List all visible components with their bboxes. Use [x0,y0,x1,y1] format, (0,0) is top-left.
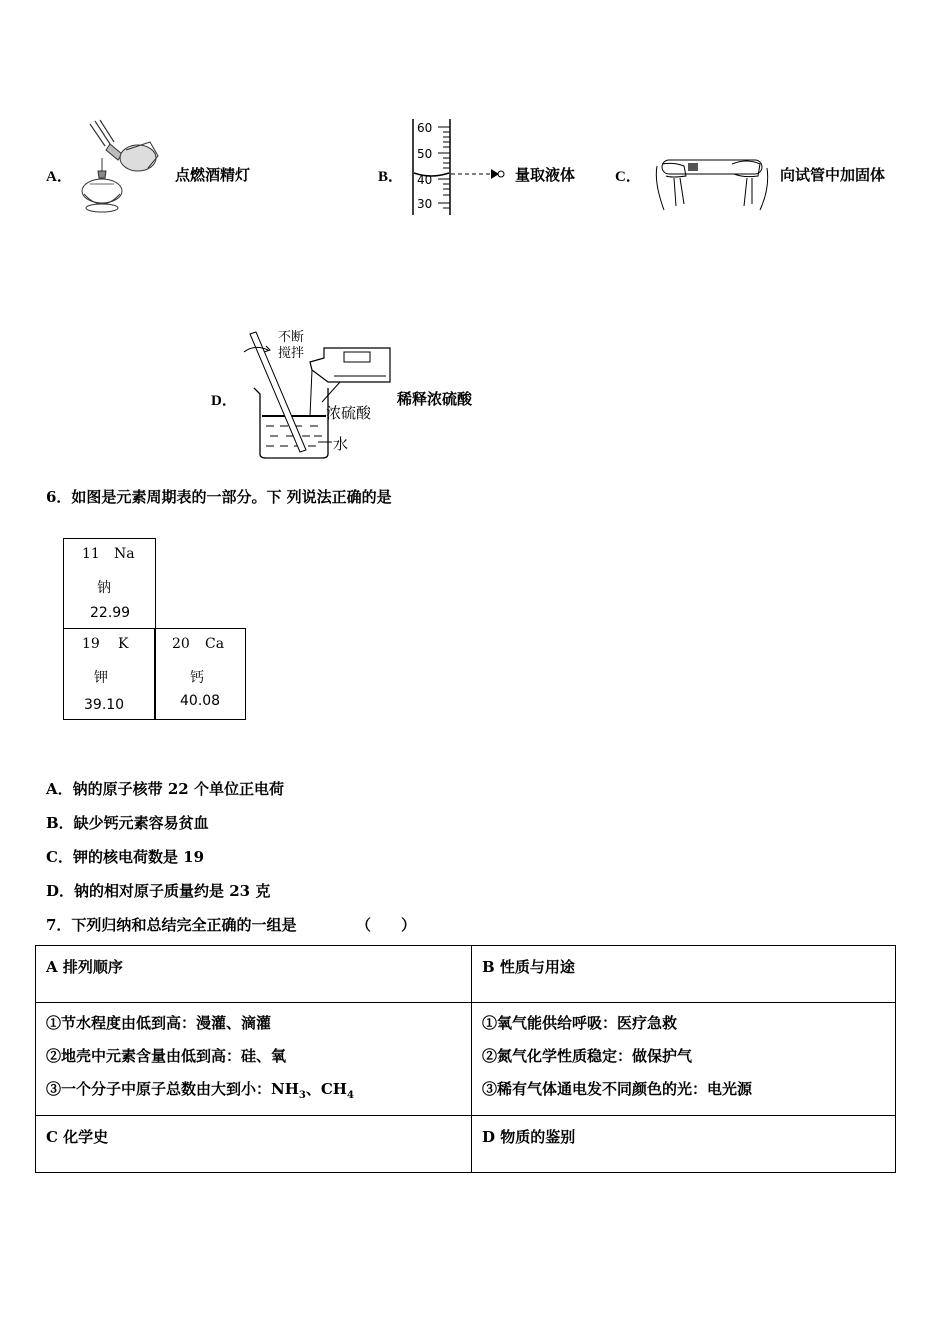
element-symbol: K [118,636,129,652]
q7-question: 7．下列归纳和总结完全正确的一组是 [46,916,297,934]
element-mass: 39.10 [84,697,125,713]
option-a-caption: 点燃酒精灯 [175,166,251,184]
option-a-label: A． [46,169,72,185]
element-mass: 22.99 [90,605,131,621]
note-stir-line-1: 不断 [278,330,305,345]
element-mass: 40.08 [180,693,221,709]
scale-40: 40 [417,173,433,187]
a-item-2: ②地壳中元素含量由低到高：硅、氧 [46,1047,287,1065]
cell-c-head: C 化学史 [36,1116,472,1173]
element-symbol: Na [114,546,135,562]
b-item-3: ③稀有气体通电发不同颜色的光：电光源 [482,1080,753,1098]
q6-option-d: D．钠的相对原子质量约是 23 克 [46,882,271,900]
option-d-caption: 稀释浓硫酸 [397,390,473,408]
element-name: 钙 [190,670,204,686]
q6-option-c: C．钾的核电荷数是 19 [46,848,205,866]
alcohol-lamp-lighting-figure [70,116,165,216]
q7-table [35,945,896,1173]
note-acid: 浓硫酸 [326,404,372,422]
cell-a-body [36,1003,472,1116]
option-d-label: D． [211,393,237,409]
element-name: 钠 [97,580,111,596]
scale-30: 30 [417,197,433,211]
q6-question: 6．如图是元素周期表的一部分。下 列说法正确的是 [46,488,392,506]
q7-answer-bracket: （ ） [356,916,417,934]
test-tube-hands-figure [652,148,772,216]
note-stir [278,330,304,362]
option-b-label: B． [378,169,404,185]
element-number: 19 [82,636,100,652]
option-c-label: C． [615,169,641,185]
option-c-caption: 向试管中加固体 [780,166,886,184]
scale-60: 60 [417,121,433,135]
cell-d-head: D 物质的鉴别 [472,1116,896,1173]
dilute-acid-figure [240,330,395,462]
scale-50: 50 [417,147,433,161]
q6-option-a: A．钠的原子核带 22 个单位正电荷 [46,780,284,798]
element-name: 钾 [94,670,108,686]
b-item-2: ②氮气化学性质稳定：做保护气 [482,1047,693,1065]
element-symbol: Ca [205,636,225,652]
note-water: 水 [333,435,349,453]
a-item-3: ③一个分子中原子总数由大到小：$NH_3$、$CH_4$ [46,1080,354,1101]
option-b-caption: 量取液体 [515,166,576,184]
element-cell-ca [154,628,246,720]
cell-b-body [472,1003,896,1116]
element-number: 11 [82,546,100,562]
graduated-cylinder-figure [405,115,515,220]
q6-option-b: B．缺少钙元素容易贫血 [46,814,209,832]
b-item-1: ①氧气能供给呼吸：医疗急救 [482,1014,678,1032]
element-cell-k [63,628,156,720]
element-number: 20 [172,636,190,652]
a-item-1: ①节水程度由低到高：漫灌、滴灌 [46,1014,272,1032]
cell-a-head: A 排列顺序 [36,946,472,1003]
cell-b-head: B 性质与用途 [472,946,896,1003]
element-cell-na [63,538,156,629]
note-stir-line-2: 搅拌 [278,346,305,361]
